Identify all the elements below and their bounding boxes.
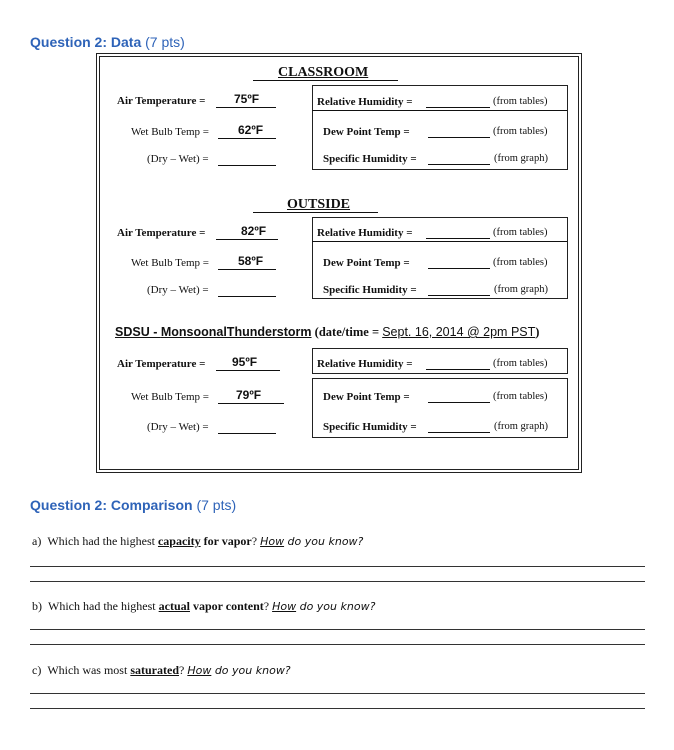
question-b-rest: do you know? xyxy=(296,600,376,613)
outside-rel-humidity-line[interactable] xyxy=(426,238,490,239)
answer-line-b2[interactable] xyxy=(30,644,645,645)
classroom-title-rule xyxy=(253,80,398,81)
comparison-title-text: Question 2: Comparison xyxy=(30,497,193,513)
sdsu-dry-wet-line xyxy=(218,433,276,434)
sdsu-specific-humidity-source: (from graph) xyxy=(494,421,548,432)
outside-air-temp-value: 82ºF xyxy=(241,224,267,238)
outside-rel-humidity-label: Relative Humidity = xyxy=(317,227,413,239)
classroom-dew-point-label: Dew Point Temp = xyxy=(323,126,410,138)
question-c-letter: c) xyxy=(32,663,42,677)
classroom-dry-wet-label: (Dry – Wet) = xyxy=(147,153,209,165)
question-b-text: Which had the highest xyxy=(48,599,159,613)
outside-title-rule xyxy=(253,212,378,213)
classroom-specific-humidity-line[interactable] xyxy=(428,164,490,165)
classroom-specific-humidity-label: Specific Humidity = xyxy=(323,153,417,165)
comparison-title-points: (7 pts) xyxy=(196,497,237,513)
classroom-air-temp-label: Air Temperature = xyxy=(117,95,206,107)
outside-air-temp-line xyxy=(216,239,278,240)
data-title-points: (7 pts) xyxy=(145,34,185,50)
outside-dry-wet-line xyxy=(218,296,276,297)
sdsu-event-name: MonsoonalThunderstorm xyxy=(160,325,312,339)
question-a-text: Which had the highest xyxy=(47,534,158,548)
question-b-how: How xyxy=(272,600,297,613)
question-c-how: How xyxy=(187,664,212,677)
question-b-keyword: actual xyxy=(158,599,190,613)
answer-line-a1[interactable] xyxy=(30,566,645,567)
outside-wet-bulb-value: 58ºF xyxy=(238,254,264,268)
sdsu-wet-bulb-value: 79ºF xyxy=(236,388,262,402)
question-c xyxy=(32,663,291,678)
classroom-rel-humidity-label: Relative Humidity = xyxy=(317,96,413,108)
outside-wet-bulb-label: Wet Bulb Temp = xyxy=(131,257,209,269)
question-c-qmark: ? xyxy=(179,663,185,677)
question-c-keyword: saturated xyxy=(130,663,179,677)
sdsu-dew-point-label: Dew Point Temp = xyxy=(323,391,410,403)
outside-dew-point-label: Dew Point Temp = xyxy=(323,257,410,269)
sdsu-specific-humidity-line[interactable] xyxy=(428,432,490,433)
sdsu-prefix: SDSU - xyxy=(115,325,161,339)
classroom-rel-humidity-source: (from tables) xyxy=(493,96,548,107)
sdsu-wet-bulb-label: Wet Bulb Temp = xyxy=(131,391,209,403)
answer-line-c2[interactable] xyxy=(30,708,645,709)
answer-line-c1[interactable] xyxy=(30,693,645,694)
sdsu-air-temp-label: Air Temperature = xyxy=(117,358,206,370)
sdsu-dry-wet-label: (Dry – Wet) = xyxy=(147,421,209,433)
question-a-rest: do you know? xyxy=(284,535,364,548)
classroom-air-temp-line xyxy=(216,107,276,108)
classroom-dry-wet-line xyxy=(218,165,276,166)
sdsu-date-value: Sept. 16, 2014 @ 2pm PST xyxy=(382,325,536,339)
outside-dry-wet-label: (Dry – Wet) = xyxy=(147,284,209,296)
sdsu-date-label: (date/time = xyxy=(314,325,383,339)
sdsu-air-temp-value: 95ºF xyxy=(232,355,258,369)
question-b-letter: b) xyxy=(32,599,42,613)
outside-specific-humidity-line[interactable] xyxy=(428,295,490,296)
question-a-letter: a) xyxy=(32,534,42,548)
sdsu-rel-humidity-source: (from tables) xyxy=(493,358,548,369)
sdsu-rel-humidity-line[interactable] xyxy=(426,369,490,370)
classroom-air-temp-value: 75ºF xyxy=(234,92,260,106)
question-b-post: vapor content xyxy=(189,599,264,613)
outside-specific-humidity-label: Specific Humidity = xyxy=(323,284,417,296)
comparison-section-title xyxy=(30,497,236,513)
sdsu-air-temp-line xyxy=(216,370,280,371)
outside-dew-point-line[interactable] xyxy=(428,268,490,269)
classroom-rel-humidity-line[interactable] xyxy=(426,107,490,108)
classroom-wet-bulb-label: Wet Bulb Temp = xyxy=(131,126,209,138)
question-b-qmark: ? xyxy=(263,599,270,613)
outside-air-temp-label: Air Temperature = xyxy=(117,227,206,239)
question-a-how: How xyxy=(260,535,285,548)
outside-specific-humidity-source: (from graph) xyxy=(494,284,548,295)
sdsu-specific-humidity-label: Specific Humidity = xyxy=(323,421,417,433)
outside-dew-point-source: (from tables) xyxy=(493,257,548,268)
question-a-keyword: capacity xyxy=(157,534,201,548)
sdsu-wet-bulb-line xyxy=(218,403,284,404)
question-a-qmark: ? xyxy=(251,534,258,548)
classroom-title: CLASSROOM xyxy=(278,65,369,80)
sdsu-title xyxy=(115,325,539,340)
question-c-text: Which was most xyxy=(47,663,131,677)
data-section-title xyxy=(30,34,185,50)
outside-title: OUTSIDE xyxy=(287,197,351,212)
classroom-results-divider xyxy=(312,110,567,111)
answer-line-a2[interactable] xyxy=(30,581,645,582)
question-b xyxy=(32,599,375,614)
sdsu-close-paren: ) xyxy=(535,325,540,339)
question-a-post: for vapor xyxy=(200,534,252,548)
classroom-wet-bulb-line xyxy=(218,138,276,139)
sdsu-dew-point-line[interactable] xyxy=(428,402,490,403)
outside-wet-bulb-line xyxy=(218,269,276,270)
question-c-rest: do you know? xyxy=(211,664,291,677)
data-title-text: Question 2: Data xyxy=(30,34,142,50)
outside-results-divider xyxy=(312,241,567,242)
classroom-specific-humidity-source: (from graph) xyxy=(494,153,548,164)
classroom-wet-bulb-value: 62ºF xyxy=(238,123,264,137)
outside-rel-humidity-source: (from tables) xyxy=(493,227,548,238)
question-a xyxy=(32,534,363,549)
classroom-dew-point-source: (from tables) xyxy=(493,126,548,137)
sdsu-dew-point-source: (from tables) xyxy=(493,391,548,402)
sdsu-rel-humidity-label: Relative Humidity = xyxy=(317,358,413,370)
classroom-dew-point-line[interactable] xyxy=(428,137,490,138)
answer-line-b1[interactable] xyxy=(30,629,645,630)
